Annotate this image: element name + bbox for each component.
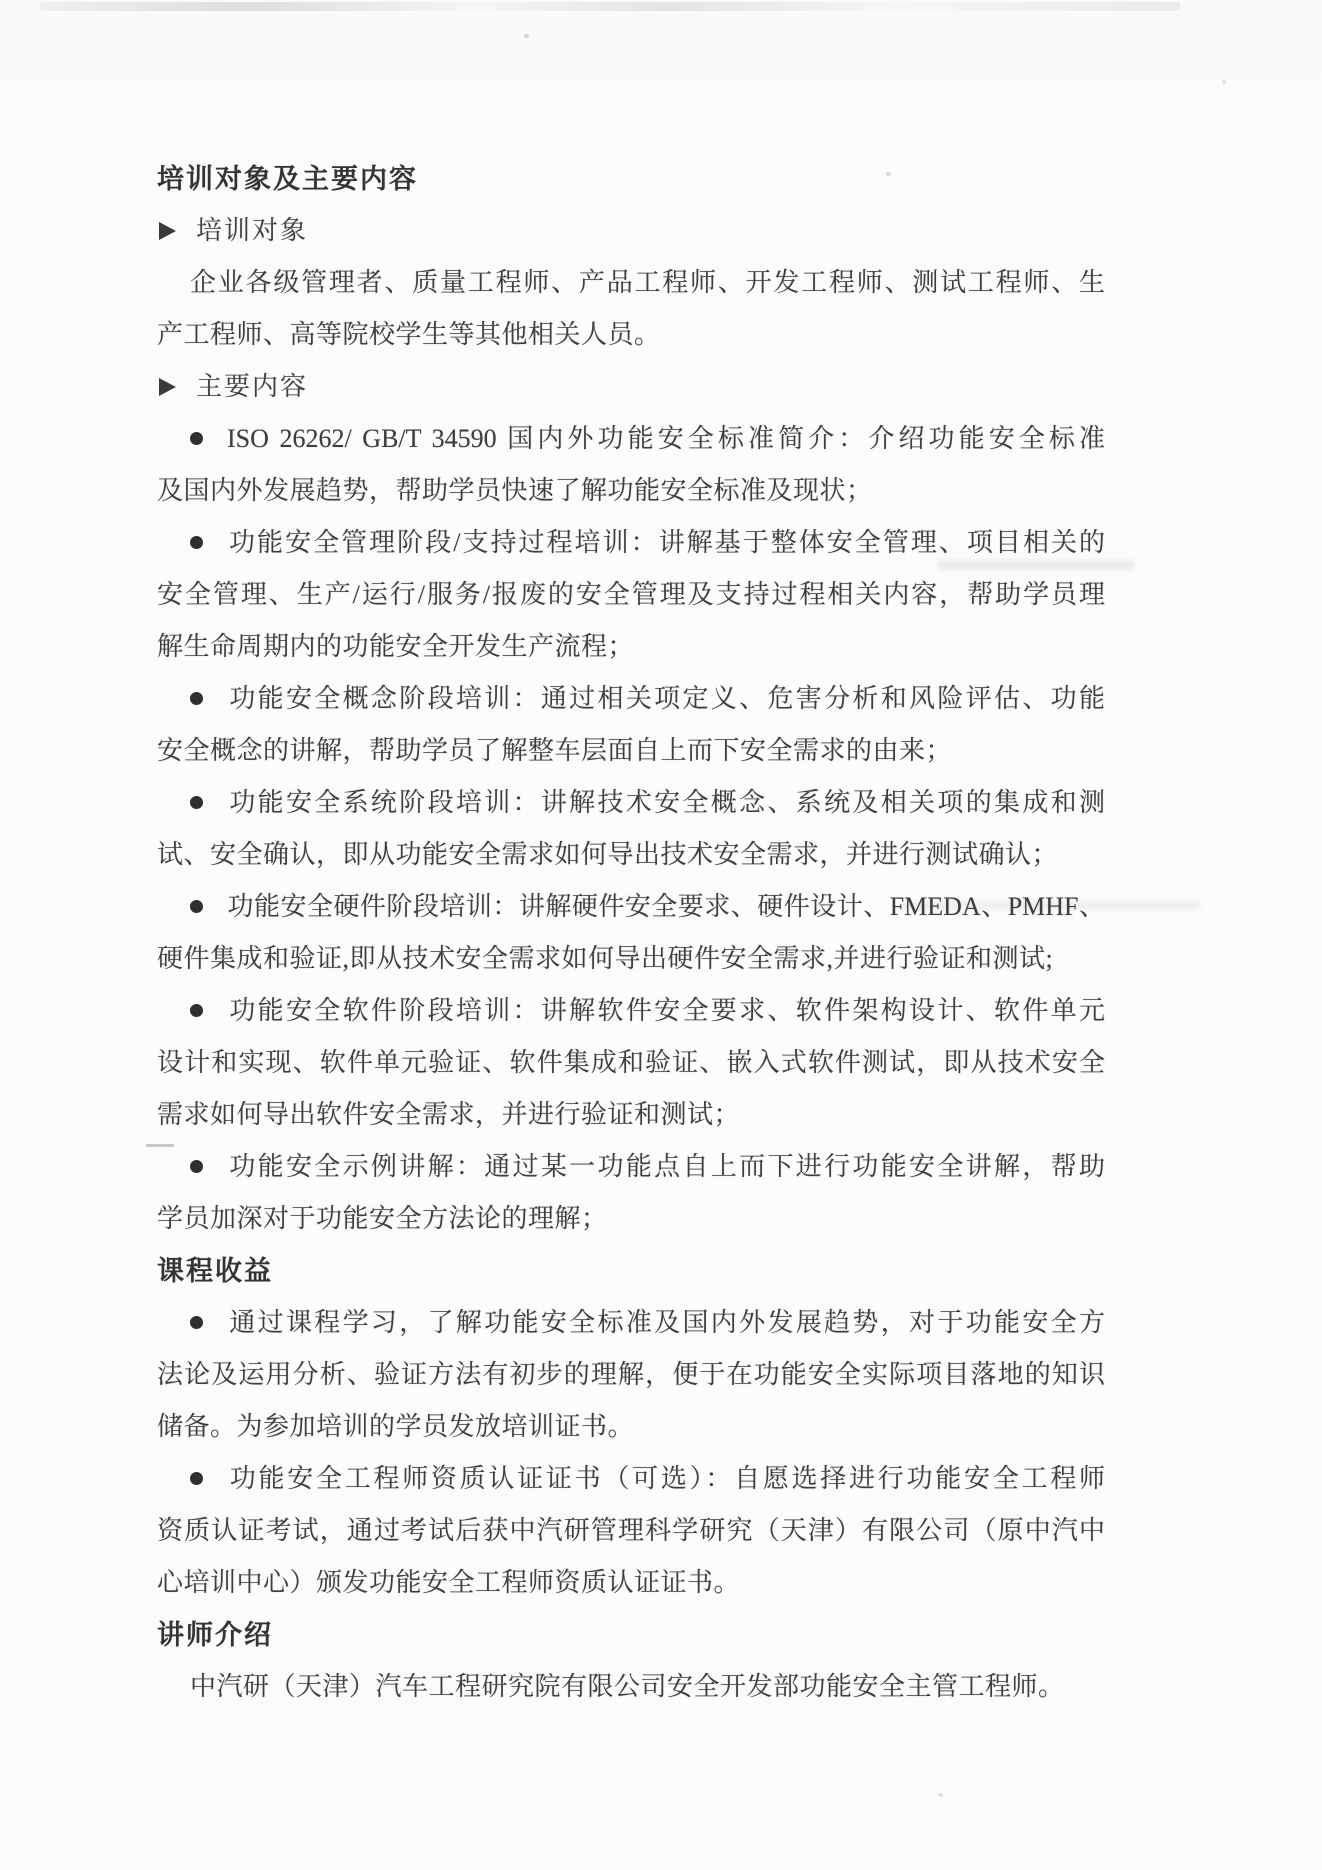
- dot-bullet-icon: [190, 796, 203, 809]
- list-item-text: 功能安全管理阶段/支持过程培训：讲解基于整体安全管理、项目相关的: [227, 528, 1105, 557]
- paragraph-line: 法论及运用分析、验证方法有初步的理解，便于在功能安全实际项目落地的知识: [157, 1360, 1105, 1389]
- bullet-list-item: [157, 673, 1105, 725]
- arrow-bullet-icon: [159, 222, 176, 240]
- bullet-list-item: [157, 881, 1105, 933]
- bullet-list-item: [157, 1453, 1105, 1505]
- list-item-text: 功能安全系统阶段培训：讲解技术安全概念、系统及相关项的集成和测: [227, 788, 1105, 817]
- list-item-text: 功能安全概念阶段培训：通过相关项定义、危害分析和风险评估、功能: [227, 684, 1105, 713]
- scan-artifact-speck: [524, 34, 529, 38]
- arrow-list-item-main-content: [157, 361, 1105, 413]
- paragraph-line: 资质认证考试，通过考试后获中汽研管理科学研究（天津）有限公司（原中汽中: [157, 1516, 1105, 1545]
- scan-artifact-speck: [938, 1793, 943, 1797]
- arrow-list-item-training-audience: [157, 205, 1105, 257]
- paragraph-line: 储备。为参加培训的学员发放培训证书。: [157, 1412, 635, 1441]
- scan-artifact-top-streak: [40, 2, 1180, 11]
- bullet-list-item: [157, 1297, 1105, 1349]
- arrow-bullet-icon: [159, 378, 176, 396]
- paragraph-line: 心培训中心）颁发功能安全工程师资质认证证书。: [157, 1568, 741, 1597]
- bullet-list-item: [157, 985, 1105, 1037]
- dot-bullet-icon: [190, 536, 203, 549]
- paragraph-line: 硬件集成和验证,即从技术安全需求如何导出硬件安全需求,并进行验证和测试;: [157, 944, 1054, 973]
- bullet-list-item: [157, 413, 1105, 465]
- paragraph-line: 产工程师、高等院校学生等其他相关人员。: [157, 320, 661, 349]
- scan-artifact-speck: [1222, 80, 1226, 84]
- dot-bullet-icon: [190, 432, 203, 445]
- document-content: [157, 153, 1105, 1713]
- paragraph-line: 中汽研（天津）汽车工程研究院有限公司安全开发部功能安全主管工程师。: [190, 1672, 1065, 1701]
- dot-bullet-icon: [190, 692, 203, 705]
- paragraph-line: 安全管理、生产/运行/服务/报废的安全管理及支持过程相关内容，帮助学员理: [157, 580, 1106, 609]
- list-item-label: 培训对象: [196, 216, 309, 245]
- paragraph-line: 设计和实现、软件单元验证、软件集成和验证、嵌入式软件测试，即从技术安全: [157, 1048, 1105, 1077]
- paragraph-line: 及国内外发展趋势，帮助学员快速了解功能安全标准及现状；: [157, 476, 873, 505]
- section-heading-course-benefits: 课程收益: [157, 1256, 273, 1286]
- list-item-text: 通过课程学习，了解功能安全标准及国内外发展趋势，对于功能安全方: [227, 1308, 1105, 1337]
- bullet-list-item: [157, 777, 1105, 829]
- list-item-text: 功能安全示例讲解：通过某一功能点自上而下进行功能安全讲解，帮助: [227, 1152, 1105, 1181]
- list-item-text: 功能安全工程师资质认证证书（可选）：自愿选择进行功能安全工程师: [227, 1464, 1105, 1493]
- list-item-text: ISO 26262/ GB/T 34590 国内外功能安全标准简介：介绍功能安全标准: [227, 424, 1105, 453]
- dot-bullet-icon: [190, 1316, 203, 1329]
- paragraph-line: 试、安全确认，即从功能安全需求如何导出技术安全需求，并进行测试确认；: [157, 840, 1059, 869]
- paragraph-line: 企业各级管理者、质量工程师、产品工程师、开发工程师、测试工程师、生: [190, 268, 1105, 297]
- bullet-list-item: [157, 517, 1105, 569]
- paragraph-line: 需求如何导出软件安全需求，并进行验证和测试；: [157, 1100, 741, 1129]
- list-item-text: 功能安全硬件阶段培训：讲解硬件安全要求、硬件设计、FMEDA、PMHF、: [227, 892, 1105, 921]
- section-heading-instructor-introduction: 讲师介绍: [157, 1620, 273, 1650]
- dot-bullet-icon: [190, 900, 203, 913]
- paragraph-line: 解生命周期内的功能安全开发生产流程；: [157, 632, 635, 661]
- paragraph-line: 安全概念的讲解，帮助学员了解整车层面自上而下安全需求的由来；: [157, 736, 953, 765]
- dot-bullet-icon: [190, 1160, 203, 1173]
- dot-bullet-icon: [190, 1004, 203, 1017]
- list-item-text: 功能安全软件阶段培训：讲解软件安全要求、软件架构设计、软件单元: [227, 996, 1105, 1025]
- bullet-list-item: [157, 1141, 1105, 1193]
- paragraph-line: 学员加深对于功能安全方法论的理解；: [157, 1204, 608, 1233]
- section-heading-training-audience-and-content: 培训对象及主要内容: [157, 164, 418, 194]
- dot-bullet-icon: [190, 1472, 203, 1485]
- list-item-label: 主要内容: [196, 372, 309, 401]
